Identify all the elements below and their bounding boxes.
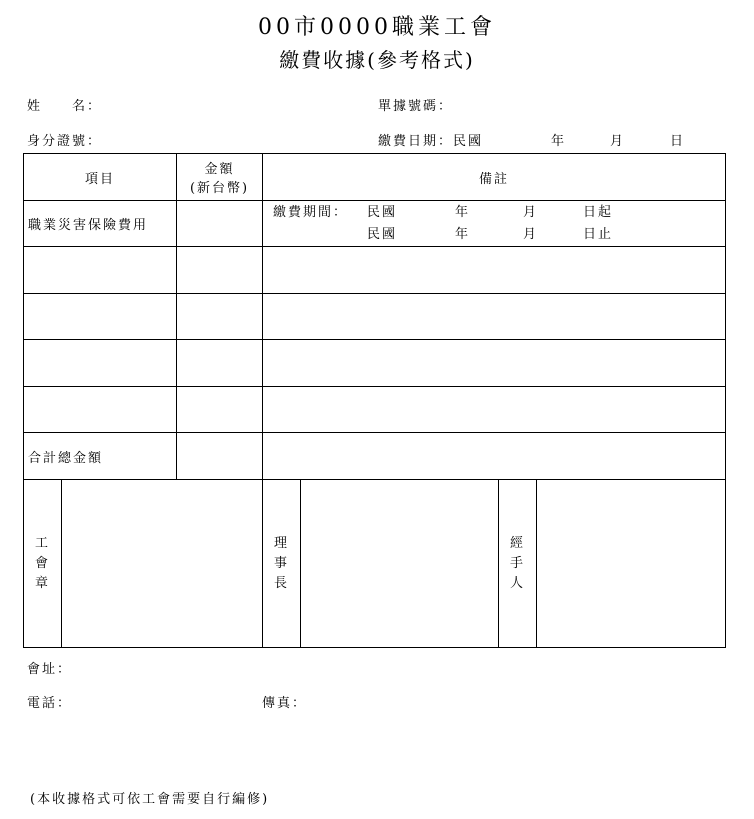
- handler-box[interactable]: [537, 480, 726, 648]
- pay-date-month: 月: [610, 134, 626, 149]
- pay-date-year: 年: [551, 134, 567, 149]
- header-amount-line2: (新台幣): [189, 181, 250, 196]
- period-start-year: 年: [455, 204, 471, 220]
- period-label: 繳費期間：: [273, 204, 349, 220]
- blank-row-item[interactable]: [24, 294, 177, 340]
- seal-box[interactable]: [62, 480, 263, 648]
- header-item: 項目: [24, 154, 177, 201]
- blank-row-item[interactable]: [24, 247, 177, 294]
- form-title: 00市0000職業工會: [258, 15, 496, 40]
- handler-label: 經 手 人: [499, 480, 537, 648]
- period-end-roc: 民國: [367, 226, 398, 242]
- pay-date-label: 繳費日期：民國: [378, 134, 484, 149]
- row-insurance-item: 職業災害保險費用: [24, 201, 177, 247]
- period-start-suffix: 日起: [583, 204, 614, 220]
- blank-row-remark[interactable]: [263, 340, 726, 387]
- blank-row-item[interactable]: [24, 387, 177, 433]
- blank-row-remark[interactable]: [263, 387, 726, 433]
- header-amount: [177, 154, 263, 201]
- pay-date-day: 日: [670, 134, 686, 149]
- row-insurance-period: [263, 201, 726, 247]
- period-start-month: 月: [523, 204, 539, 220]
- format-note: (本收據格式可依工會需要自行編修): [30, 792, 270, 807]
- total-remark[interactable]: [263, 433, 726, 480]
- period-end-suffix: 日止: [583, 226, 614, 242]
- blank-row-amount[interactable]: [177, 247, 263, 294]
- total-label: 合計總金額: [24, 433, 177, 480]
- period-start-roc: 民國: [367, 204, 398, 220]
- receipt-no-label: 單據號碼：: [378, 99, 454, 114]
- header-amount-line1: 金額: [204, 162, 235, 177]
- fax-label: 傳真：: [262, 696, 308, 711]
- header-remark: 備註: [263, 154, 726, 201]
- receipt-table: [23, 153, 726, 648]
- chairman-label: 理 事 長: [263, 480, 301, 648]
- id-no-label: 身分證號：: [27, 134, 103, 149]
- blank-row-amount[interactable]: [177, 294, 263, 340]
- address-label: 會址：: [27, 662, 73, 677]
- blank-row-amount[interactable]: [177, 387, 263, 433]
- row-insurance-amount[interactable]: [177, 201, 263, 247]
- seal-label: 工 會 章: [24, 480, 62, 648]
- blank-row-amount[interactable]: [177, 340, 263, 387]
- period-end-month: 月: [523, 226, 539, 242]
- blank-row-item[interactable]: [24, 340, 177, 387]
- form-subtitle: 繳費收據(參考格式): [279, 48, 475, 72]
- name-label: 姓 名：: [27, 99, 103, 114]
- total-amount[interactable]: [177, 433, 263, 480]
- phone-label: 電話：: [27, 696, 73, 711]
- blank-row-remark[interactable]: [263, 247, 726, 294]
- period-end-year: 年: [455, 226, 471, 242]
- blank-row-remark[interactable]: [263, 294, 726, 340]
- chairman-box[interactable]: [301, 480, 499, 648]
